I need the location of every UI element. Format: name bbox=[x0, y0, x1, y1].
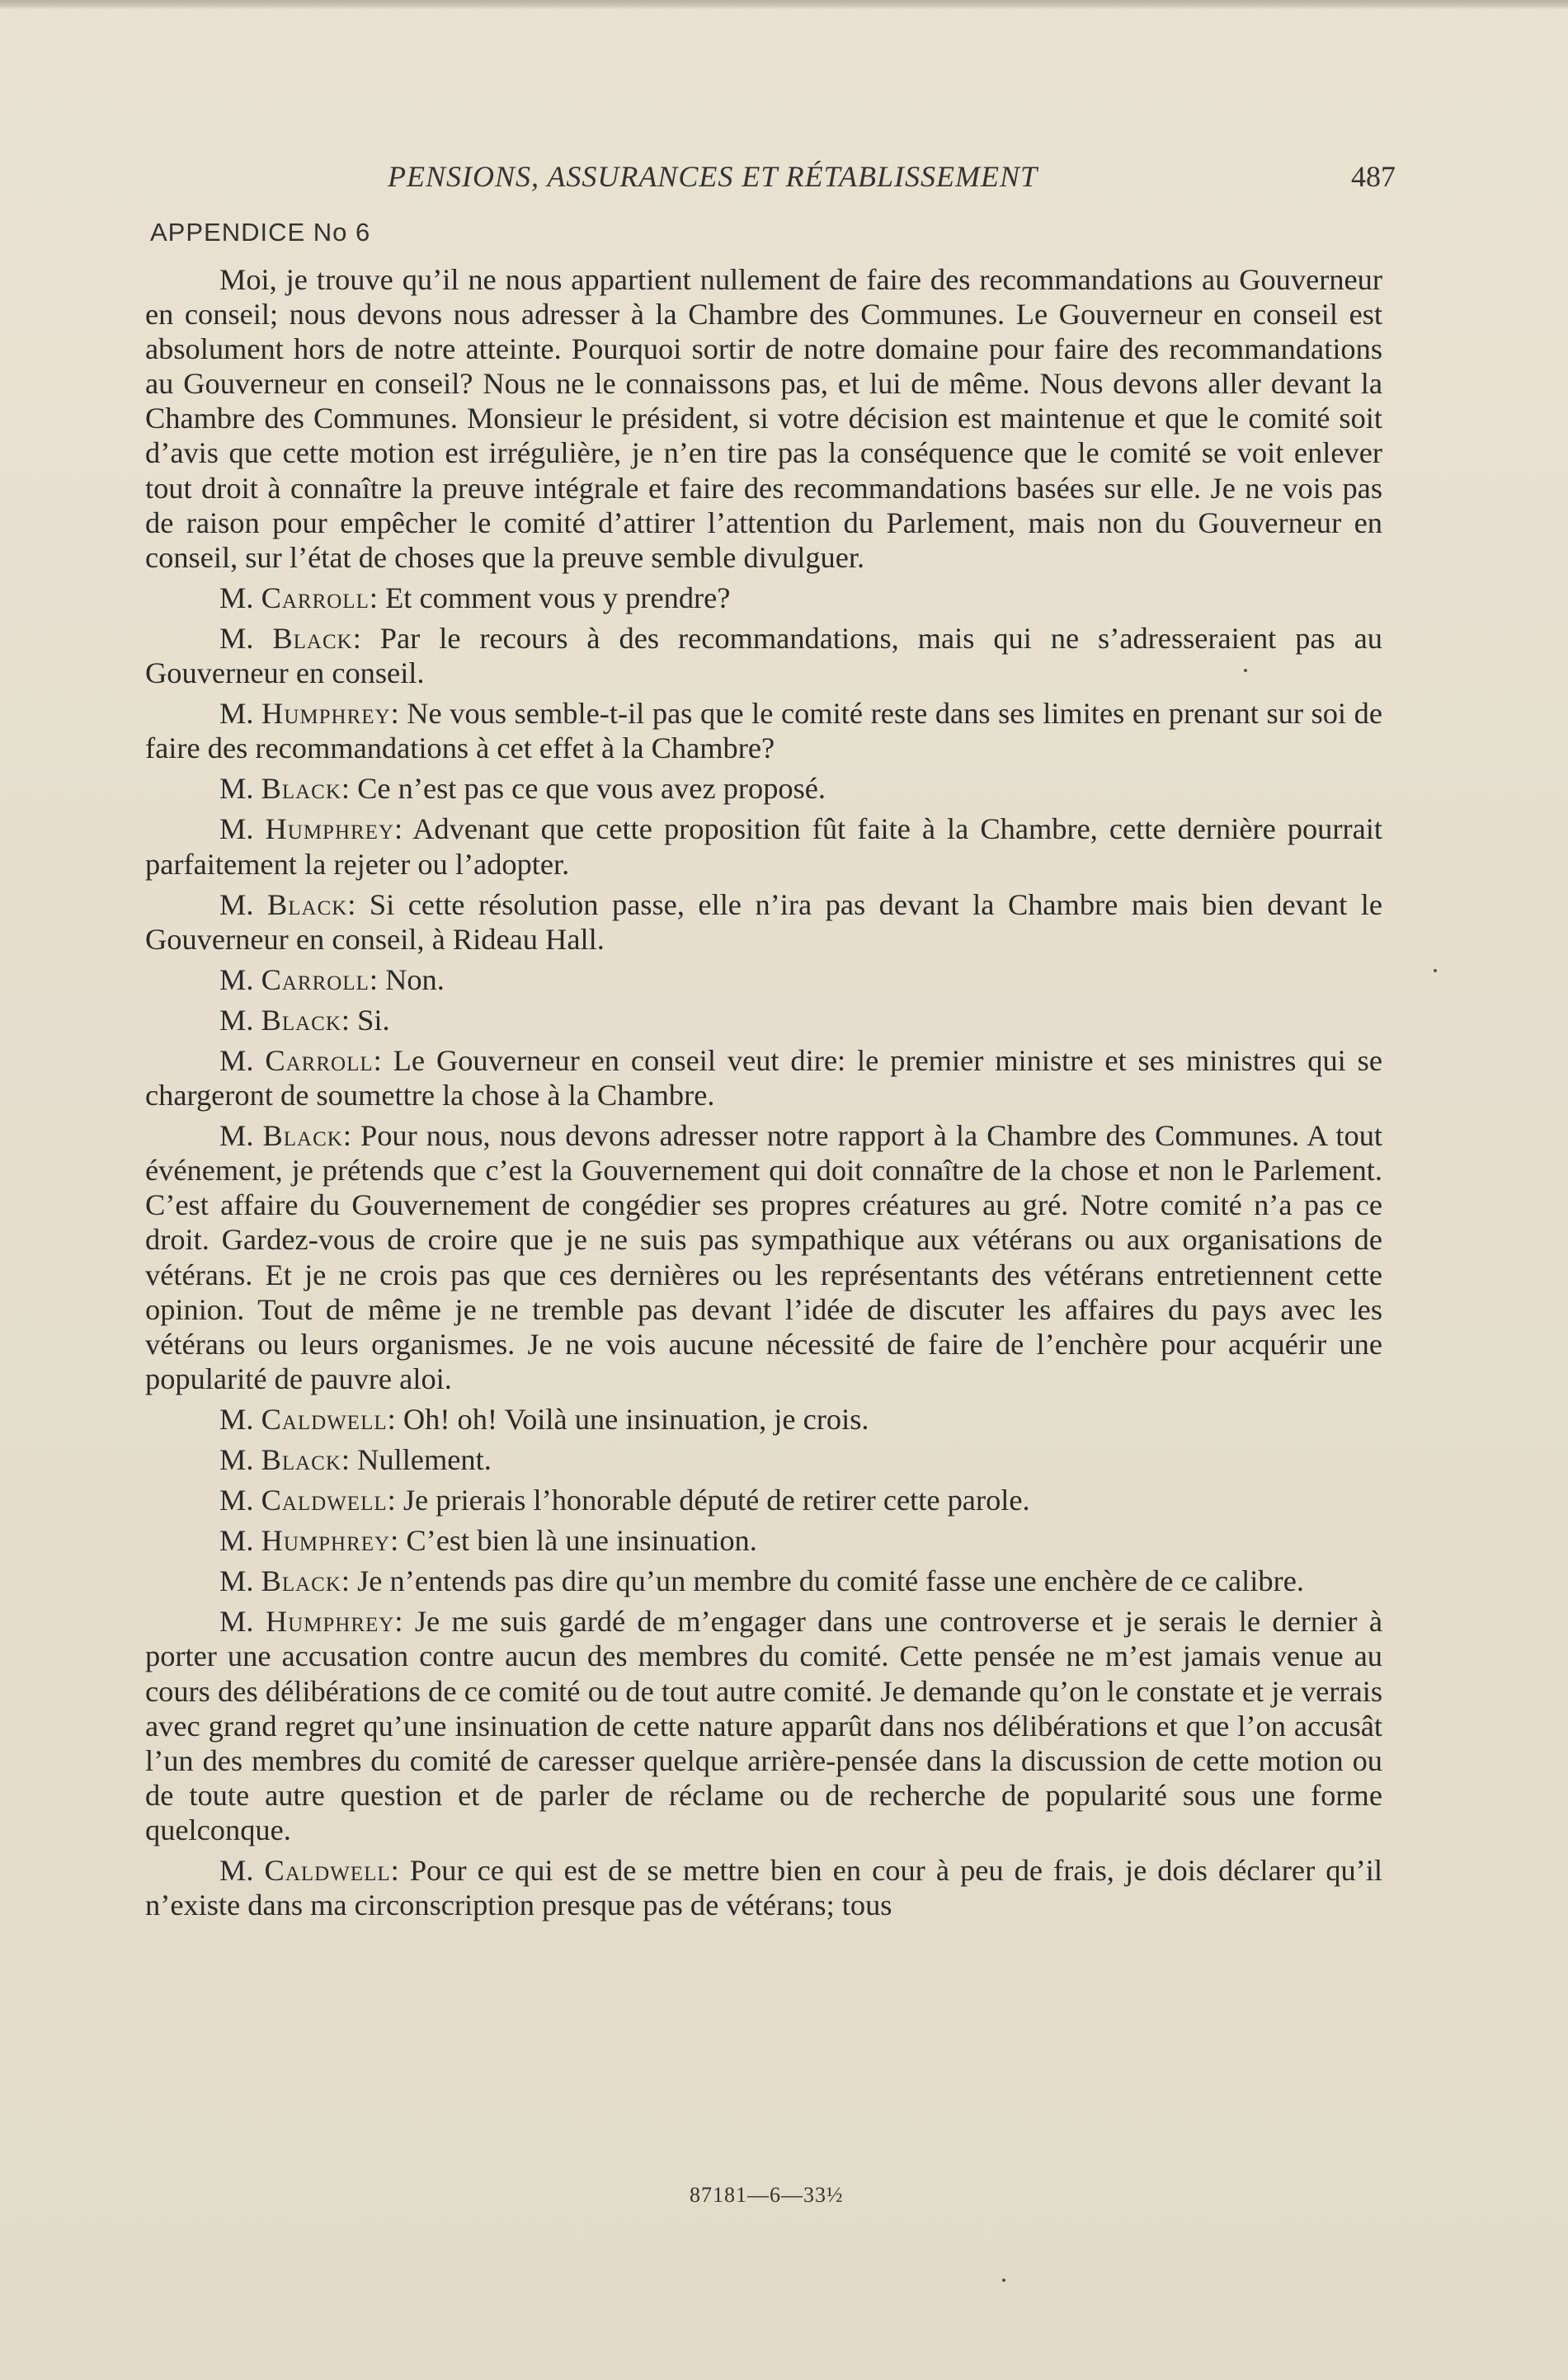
speaker-name: Humphrey bbox=[265, 1605, 395, 1639]
paragraph-text: Le Gouverneur en conseil veut dire: le premier ministre et ses ministres qui se chargeront de soumettre la chose à la Chambre. bbox=[145, 1043, 1382, 1112]
paragraph: M. Caldwell: Pour ce qui est de se mettre bien en cour à peu de frais, je dois déclarer qu’il n’existe dans ma circonscription presque pas de vétérans; tous bbox=[145, 1854, 1383, 1922]
paragraph-text: C’est bien là une insinuation. bbox=[406, 1524, 757, 1558]
speaker-name: Black bbox=[261, 1443, 341, 1476]
paragraph: M. Black: Par le recours à des recommandations, mais qui ne s’adresseraient pas au Gouverneur en conseil. bbox=[145, 621, 1382, 690]
speaker-name: Carroll bbox=[265, 1043, 374, 1077]
paragraph: M. Humphrey: Ne vous semble-t-il pas que le comité reste dans ses limites en prenant sur soi de faire des recommandations à cet effet à la Chambre? bbox=[145, 697, 1382, 765]
paragraph: M. Caldwell: Oh! oh! Voilà une insinuation, je crois. bbox=[219, 1402, 869, 1436]
page-number: 487 bbox=[1351, 160, 1396, 193]
appendix-label: APPENDICE No 6 bbox=[150, 218, 371, 247]
paragraph bbox=[145, 262, 1382, 575]
paragraph: M. Humphrey: Advenant que cette proposition fût faite à la Chambre, cette dernière pourrait parfaitement la rejeter ou l’adopter. bbox=[145, 812, 1382, 881]
paragraph: M. Black: Pour nous, nous devons adresser notre rapport à la Chambre des Communes. A tout événement, je prétends que c’est la Gouvernement qui doit connaître de la chose et non le Parlement. C’est affaire du Gouvernement de congédier ses propres créatures au gré. Notre comité n’a pas ce droit. Gardez-vous de croire que je ne suis pas sympathique aux vétérans ou aux organisations de vétérans. Et je ne crois pas que ces dernières ou les représentants des vétérans entretiennent cette opinion. Tout de même je ne tremble pas devant l’idée de discuter les affaires du pays avec les vétérans ou leurs organismes. Je ne vois aucune nécessité de faire de l’enchère pour acquérir une popularité de pauvre aloi. bbox=[145, 1119, 1383, 1395]
paragraph: M. Carroll: Et comment vous y prendre? bbox=[219, 581, 731, 614]
speaker-name: Black bbox=[261, 1003, 341, 1037]
body-text bbox=[145, 262, 1382, 1928]
paragraph-text: Advenant que cette proposition fût faite à la Chambre, cette dernière pourrait parfaitement la rejeter ou l’adopter. bbox=[145, 812, 1382, 881]
speaker-name: Carroll bbox=[261, 581, 370, 614]
paragraph: M. Caldwell: Je prierais l’honorable député de retirer cette parole. bbox=[219, 1484, 1030, 1517]
speaker-name: Caldwell bbox=[261, 1484, 388, 1517]
paragraph: M. Black: Si cette résolution passe, elle n’ira pas devant la Chambre mais bien devant le Gouverneur en conseil, à Rideau Hall. bbox=[145, 887, 1382, 956]
paragraph: M. Humphrey: Je me suis gardé de m’engager dans une controverse et je serais le dernier à porter une accusation contre aucun des membres du comité. Cette pensée ne m’est jamais venue au cours des délibérations de ce comité ou de tout autre comité. Je demande qu’on le constate et je verrais avec grand regret qu’une insinuation de cette nature apparût dans nos délibérations et que l’on accusât l’un des membres du comité de caresser quelque arrière-pensée dans la discussion de cette motion ou de toute autre question et de parler de réclame ou de recherche de popularité sous une forme quelconque. bbox=[145, 1605, 1382, 1846]
speaker-name: Carroll bbox=[261, 962, 370, 996]
paragraph: M. Black: Nullement. bbox=[219, 1443, 492, 1476]
speaker-name: Black bbox=[261, 772, 341, 806]
paragraph-text: Si cette résolution passe, elle n’ira pas devant la Chambre mais bien devant le Gouverneur en conseil, à Rideau Hall. bbox=[145, 887, 1382, 956]
footer-code: 87181—6—33½ bbox=[690, 2183, 844, 2207]
ink-speck bbox=[1434, 969, 1437, 972]
paragraph-text: Par le recours à des recommandations, mais qui ne s’adresseraient pas au Gouverneur en conseil. bbox=[145, 621, 1382, 690]
speaker-name: Black bbox=[266, 887, 348, 921]
paragraph: M. Black: Je n’entends pas dire qu’un membre du comité fasse une enchère de ce calibre. bbox=[219, 1564, 1304, 1598]
ink-speck bbox=[1002, 2279, 1005, 2282]
paragraph: M. Black: Ce n’est pas ce que vous avez proposé. bbox=[219, 772, 826, 806]
paragraph-text: Nullement. bbox=[357, 1443, 492, 1476]
paragraph: M. Carroll: Le Gouverneur en conseil veut dire: le premier ministre et ses ministres qui se chargeront de soumettre la chose à la Chambre. bbox=[145, 1043, 1382, 1112]
paragraph-text: Ne vous semble-t-il pas que le comité reste dans ses limites en prenant sur soi de faire des recommandations à cet effet à la Chambre? bbox=[145, 697, 1382, 765]
paragraph-text: Je prierais l’honorable député de retirer cette parole. bbox=[403, 1484, 1030, 1517]
speaker-name: Caldwell bbox=[261, 1402, 388, 1436]
paragraph-text: Et comment vous y prendre? bbox=[385, 581, 731, 614]
running-head: PENSIONS, ASSURANCES ET RÉTABLISSEMENT bbox=[388, 160, 1038, 193]
paragraph-text: Non. bbox=[385, 962, 445, 996]
speaker-name: Humphrey bbox=[265, 812, 395, 846]
paragraph-text: Je n’entends pas dire qu’un membre du comité fasse une enchère de ce calibre. bbox=[357, 1564, 1304, 1598]
paragraph-text: Ce n’est pas ce que vous avez proposé. bbox=[357, 772, 826, 806]
speaker-name: Humphrey bbox=[261, 697, 391, 731]
speaker-name: Caldwell bbox=[264, 1854, 391, 1888]
paragraph: M. Black: Si. bbox=[219, 1003, 390, 1037]
paragraph-text: Moi, je trouve qu’il ne nous appartient nullement de faire des recommandations au Gouverneur en conseil; nous devons nous adresser à la Chambre des Communes. Le Gouverneur en conseil est absolument hors de notre atteinte. Pourquoi sortir de notre domaine pour faire des recommandations au Gouverneur en conseil? Nous ne le connaissons pas, et lui de même. Nous devons aller devant la Chambre des Communes. Monsieur le président, si votre décision est maintenue et que le comité soit d’avis que cette motion est irrégulière, je n’en tire pas la conséquence que le comité se voit enlever tout droit à connaître la preuve intégrale et faire des recommandations basées sur elle. Je ne vois pas de raison pour empêcher le comité d’attirer l’attention du Parlement, mais non du Gouverneur en conseil, sur l’état de choses que la preuve semble divulguer. bbox=[145, 263, 1382, 574]
paragraph: M. Carroll: Non. bbox=[219, 962, 445, 996]
speaker-name: Black bbox=[262, 1119, 343, 1153]
paragraph-text: Oh! oh! Voilà une insinuation, je crois. bbox=[403, 1402, 869, 1436]
paragraph-text: Si. bbox=[357, 1003, 390, 1037]
top-edge-shadow bbox=[0, 0, 1568, 10]
ink-speck bbox=[1244, 669, 1247, 672]
paragraph-text: Pour ce qui est de se mettre bien en cour à peu de frais, je dois déclarer qu’il n’existe dans ma circonscription presque pas de vétérans; tous bbox=[145, 1854, 1383, 1922]
speaker-name: Black bbox=[261, 1564, 341, 1598]
paragraph: M. Humphrey: C’est bien là une insinuation. bbox=[219, 1524, 757, 1558]
paragraph-text: Pour nous, nous devons adresser notre rapport à la Chambre des Communes. A tout événement, je prétends que c’est la Gouvernement qui doit connaître de la chose et non le Parlement. C’est affaire du Gouvernement de congédier ses propres créatures au gré. Notre comité n’a pas ce droit. Gardez-vous de croire que je ne suis pas sympathique aux vétérans ou aux organisations de vétérans. Et je ne crois pas que ces dernières ou les représentants des vétérans entretiennent cette opinion. Tout de même je ne tremble pas devant l’idée de discuter les affaires du pays avec les vétérans ou leurs organismes. Je ne vois aucune nécessité de faire de l’enchère pour acquérir une popularité de pauvre aloi. bbox=[145, 1119, 1383, 1395]
paragraph-text: Je me suis gardé de m’engager dans une controverse et je serais le dernier à porter une accusation contre aucun des membres du comité. Cette pensée ne m’est jamais venue au cours des délibérations de ce comité ou de tout autre comité. Je demande qu’on le constate et je verrais avec grand regret qu’une insinuation de cette nature apparût dans nos délibérations et que l’on accusât l’un des membres du comité de caresser quelque arrière-pensée dans la discussion de cette motion ou de toute autre question et de parler de réclame ou de recherche de popularité sous une forme quelconque. bbox=[145, 1605, 1382, 1846]
speaker-name: Humphrey bbox=[261, 1524, 391, 1558]
speaker-name: Black bbox=[272, 621, 353, 655]
